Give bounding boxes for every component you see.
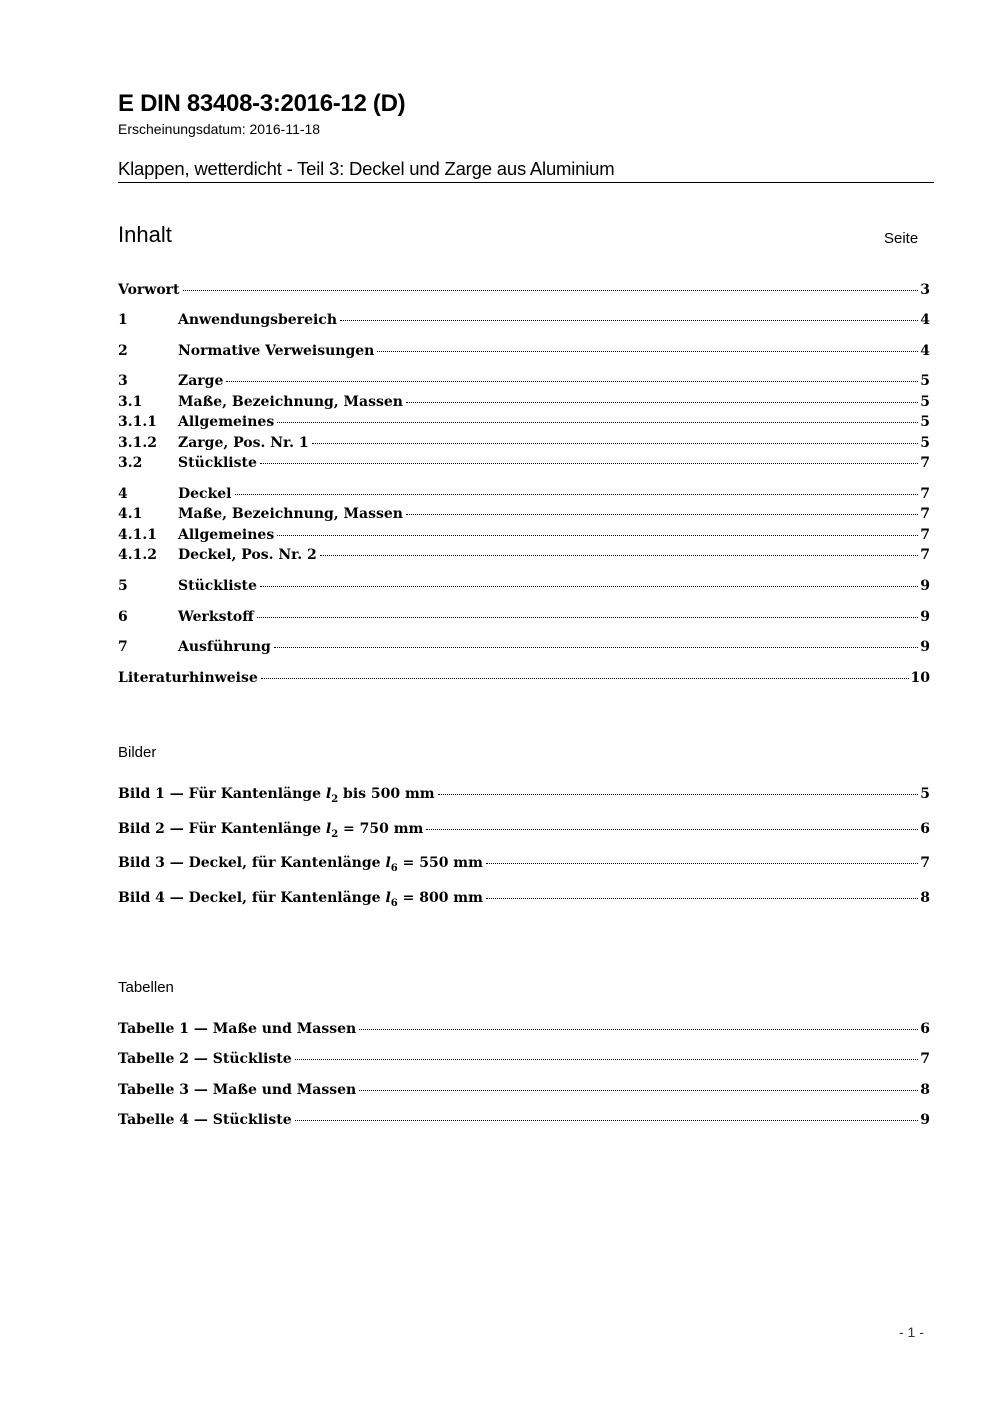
dot-leader [486, 862, 918, 864]
table-entry-2[interactable] [118, 1049, 930, 1069]
table-entry-page: 8 [920, 1082, 930, 1098]
tables-heading: Tabellen [118, 979, 174, 996]
toc-entry-number: 4 [118, 486, 128, 502]
toc-entry-number: 3 [118, 373, 128, 389]
figure-entry-page: 6 [920, 821, 930, 837]
table-entry-page: 9 [920, 1112, 930, 1128]
toc-entry-number: 5 [118, 578, 128, 594]
toc-entry-number: 3.1.1 [118, 414, 157, 430]
table-entry-title: Tabelle 4 — Stückliste [118, 1112, 292, 1128]
variable-symbol: l [325, 821, 332, 837]
toc-entry-number: 3.2 [118, 455, 143, 471]
figure-entry-page: 5 [920, 786, 930, 802]
dot-leader [377, 350, 918, 352]
toc-entry-1[interactable] [118, 310, 930, 330]
toc-entry-page: 4 [920, 312, 930, 328]
dot-leader [226, 380, 918, 382]
figures-heading: Bilder [118, 744, 157, 761]
toc-entry-number: 3.1 [118, 394, 143, 410]
table-entry-4[interactable] [118, 1110, 930, 1130]
dot-leader [277, 534, 918, 536]
dot-leader [235, 493, 919, 495]
toc-entry-title: Normative Verweisungen [178, 343, 375, 359]
dot-leader [320, 554, 919, 556]
dot-leader [486, 897, 918, 899]
toc-entry-title: Anwendungsbereich [178, 312, 337, 328]
figure-entry-4[interactable] [118, 888, 930, 908]
toc-entry-title: Deckel [178, 486, 232, 502]
toc-entry-page: 5 [920, 435, 930, 451]
dot-leader [312, 442, 919, 444]
toc-entry-title: Maße, Bezeichnung, Massen [178, 506, 403, 522]
toc-entry-vorwort[interactable] [118, 280, 930, 300]
toc-entry-number: 6 [118, 609, 128, 625]
figure-entry-page: 8 [920, 890, 930, 906]
figure-entry-2[interactable] [118, 819, 930, 839]
toc-entry-title: Literaturhinweise [118, 670, 258, 686]
toc-entry-page: 9 [920, 578, 930, 594]
toc-entry-4-1[interactable] [118, 504, 930, 524]
toc-entry-page: 9 [920, 609, 930, 625]
figure-entry-title [118, 784, 435, 804]
toc-entry-page: 5 [920, 414, 930, 430]
variable-subscript: 2 [331, 828, 339, 840]
toc-entry-page: 7 [920, 527, 930, 543]
dot-leader [274, 646, 918, 648]
toc-entry-number: 3.1.2 [118, 435, 157, 451]
dot-leader [340, 319, 918, 321]
figure-entry-title [118, 853, 483, 873]
table-entry-title: Tabelle 3 — Maße und Massen [118, 1082, 357, 1098]
dot-leader [295, 1119, 919, 1121]
toc-entry-page: 3 [920, 282, 930, 298]
dot-leader [260, 585, 918, 587]
toc-entry-page: 9 [920, 639, 930, 655]
header-divider [118, 182, 934, 183]
dot-leader [261, 677, 909, 679]
table-entry-page: 7 [920, 1051, 930, 1067]
dot-leader [260, 462, 918, 464]
figure-entry-1[interactable] [118, 784, 930, 804]
toc-entry-6[interactable] [118, 607, 930, 627]
toc-entry-page: 7 [920, 455, 930, 471]
toc-entry-3-1[interactable] [118, 392, 930, 412]
toc-entry-title: Deckel, Pos. Nr. 2 [178, 547, 317, 563]
toc-entry-title: Zarge [178, 373, 224, 389]
toc-entry-title: Werkstoff [178, 609, 254, 625]
toc-entry-7[interactable] [118, 637, 930, 657]
toc-entry-3[interactable] [118, 371, 930, 391]
variable-symbol: l [385, 890, 391, 906]
toc-heading: Inhalt [118, 222, 172, 247]
toc-entry-page: 7 [920, 506, 930, 522]
dot-leader [406, 513, 918, 515]
toc-entry-number: 4.1 [118, 506, 143, 522]
figure-title-suffix: bis 500 mm [338, 786, 435, 802]
dot-leader [295, 1058, 919, 1060]
toc-entry-page: 5 [920, 373, 930, 389]
figure-title-prefix: Bild 4 — Deckel, für Kantenlänge [118, 890, 386, 906]
toc-entry-page: 5 [920, 394, 930, 410]
table-entry-title: Tabelle 1 — Maße und Massen [118, 1021, 357, 1037]
toc-entry-page: 10 [910, 670, 930, 686]
figure-title-suffix: = 800 mm [397, 890, 483, 906]
dot-leader [359, 1028, 918, 1030]
variable-subscript: 6 [390, 897, 398, 909]
figure-entry-3[interactable] [118, 853, 930, 873]
toc-entry-title: Ausführung [178, 639, 271, 655]
toc-entry-title: Zarge, Pos. Nr. 1 [178, 435, 309, 451]
figure-title-prefix: Bild 3 — Deckel, für Kantenlänge [118, 855, 386, 871]
toc-entry-title: Vorwort [118, 282, 180, 298]
table-entry-title: Tabelle 2 — Stückliste [118, 1051, 292, 1067]
toc-entry-page: 7 [920, 547, 930, 563]
page-number: - 1 - [899, 1324, 924, 1340]
toc-entry-page: 4 [920, 343, 930, 359]
dot-leader [438, 793, 919, 795]
toc-entry-number: 7 [118, 639, 128, 655]
table-entry-page: 6 [920, 1021, 930, 1037]
dot-leader [359, 1089, 918, 1091]
toc-entry-4-1-1[interactable] [118, 525, 930, 545]
toc-entry-5[interactable] [118, 576, 930, 596]
toc-entry-title: Allgemeines [178, 527, 275, 543]
variable-symbol: l [325, 786, 332, 802]
figure-entry-title [118, 819, 423, 839]
figure-title-prefix: Bild 2 — Für Kantenlänge [118, 821, 326, 837]
figure-title-suffix: = 750 mm [338, 821, 424, 837]
toc-entry-number: 2 [118, 343, 128, 359]
toc-entry-4[interactable] [118, 484, 930, 504]
dot-leader [426, 828, 918, 830]
document-subtitle: Klappen, wetterdicht - Teil 3: Deckel und Zarge aus Aluminium [118, 158, 615, 179]
toc-entry-3-1-1[interactable] [118, 412, 930, 432]
toc-entry-3-2[interactable] [118, 453, 930, 473]
toc-entry-number: 4.1.1 [118, 527, 157, 543]
document-id: E DIN 83408-3:2016-12 (D) [118, 90, 406, 117]
dot-leader [183, 289, 919, 291]
toc-entry-title: Stückliste [178, 455, 257, 471]
dot-leader [277, 421, 918, 423]
toc-entry-2[interactable] [118, 341, 930, 361]
dot-leader [257, 616, 919, 618]
figure-entry-page: 7 [920, 855, 930, 871]
toc-entry-3-1-2[interactable] [118, 433, 930, 453]
variable-subscript: 6 [390, 862, 398, 874]
table-entry-3[interactable] [118, 1080, 930, 1100]
variable-subscript: 2 [331, 793, 339, 805]
toc-entry-title: Maße, Bezeichnung, Massen [178, 394, 403, 410]
toc-page-column-label: Seite [884, 230, 919, 247]
toc-entry-4-1-2[interactable] [118, 545, 930, 565]
toc-entry-number: 4.1.2 [118, 547, 157, 563]
toc-entry-literaturhinweise[interactable] [118, 668, 930, 688]
publication-date: Erscheinungsdatum: 2016-11-18 [118, 121, 321, 137]
variable-symbol: l [385, 855, 391, 871]
figure-title-suffix: = 550 mm [397, 855, 483, 871]
toc-entry-number: 1 [118, 312, 128, 328]
toc-entry-title: Stückliste [178, 578, 257, 594]
toc-entry-title: Allgemeines [178, 414, 275, 430]
toc-entry-page: 7 [920, 486, 930, 502]
figure-entry-title [118, 888, 483, 908]
dot-leader [406, 401, 918, 403]
figure-title-prefix: Bild 1 — Für Kantenlänge [118, 786, 326, 802]
table-entry-1[interactable] [118, 1019, 930, 1039]
